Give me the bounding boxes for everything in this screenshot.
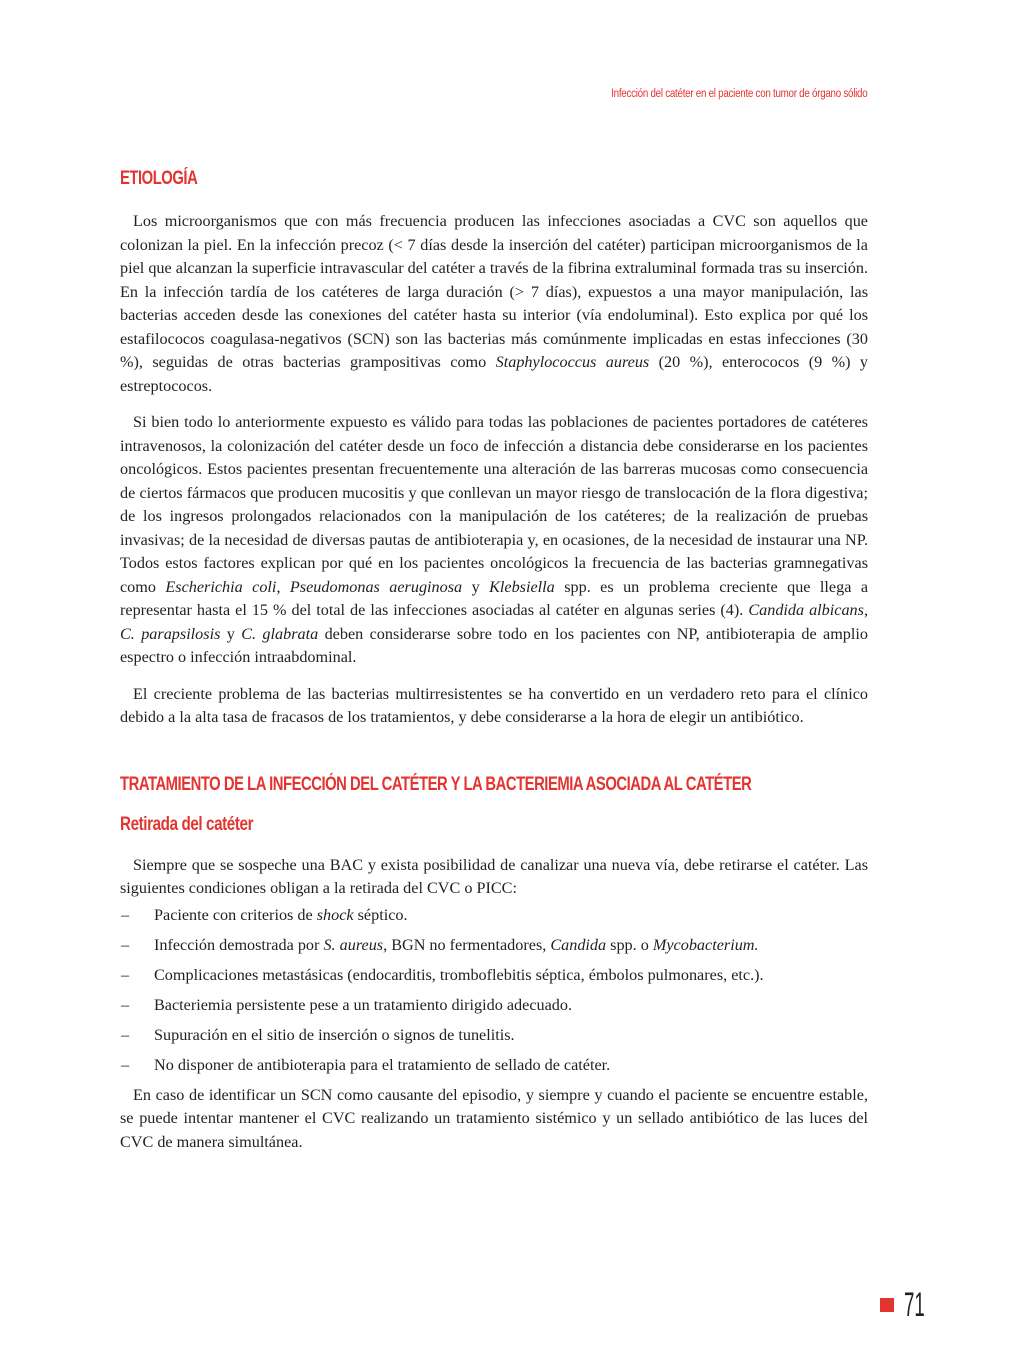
section-heading-etiologia: ETIOLOGÍA — [120, 168, 198, 189]
paragraph: Si bien todo lo anteriormente expuesto es válido para todas las poblaciones de pacientes portadores de catéteres intravenosos, la colonización del catéter desde un foco de infección a distancia debe considerarse en los pacientes oncológicos. Estos pacientes presentan frecuentemente una alteración de las barreras mucosas como consecuencia de ciertos fármacos que producen mucositis y que conllevan un mayor riesgo de translocación de la flora digestiva; de los ingresos prolongados relacionados con la manipulación de los catéteres; de la realización de pruebas invasivas; de la necesidad de diversas pautas de antibioterapia y, en ocasiones, de la necesidad de instaurar una NP. Todos estos factores explican por qué en los pacientes oncológicos la frecuencia de las bacterias gramnegativas como Escherichia coli, Pseudomonas aeruginosa y Klebsiella spp. es un problema creciente que llega a representar hasta el 15 % del total de las infecciones asociadas al catéter en algunas series (4). Candida albicans, C. parapsilosis y C. glabrata deben considerarse sobre todo en los pacientes con NP, antibioterapia de amplio espectro o infección intraabdominal. — [120, 413, 869, 666]
list-item — [120, 904, 868, 928]
list-item — [120, 1054, 868, 1078]
paragraph: En caso de identificar un SCN como causante del episodio, y siempre y cuando el paciente se encuentre estable, se puede intentar mantener el CVC realizando un tratamiento sistémico y un sellado antibiótico de las luces del CVC de manera simultánea. — [120, 1085, 868, 1151]
page-number — [880, 1288, 926, 1322]
page-marker-square — [880, 1298, 894, 1312]
list-item — [120, 934, 868, 958]
running-header: Infección del catéter en el paciente con tumor de órgano sólido — [610, 88, 867, 100]
list-item-text: Supuración en el sitio de inserción o signos de tunelitis. — [154, 1025, 515, 1044]
list-dash: – — [121, 995, 130, 1014]
page-number-text: 71 — [904, 1286, 925, 1324]
paragraph: Los microorganismos que con más frecuencia producen las infecciones asociadas a CVC son aquellos que colonizan la piel. En la infección precoz (< 7 días desde la inserción del catéter) participan microorganismos de la piel que alcanzan la superficie intravascular del catéter a través de la fibrina extraluminal formada tras su inserción. En la infección tardía de los catéteres de larga duración (> 7 días), expuestos a una mayor manipulación, las bacterias acceden desde las conexiones del catéter hasta su interior (vía endoluminal). Esto explica por qué los estafilococos coagulasa-negativos (SCN) son las bacterias más comúnmente implicadas en estas infecciones (30 %), seguidas de otras bacterias grampositivas como Staphylococcus aureus (20 %), enterococos (9 %) y estreptococos. — [120, 212, 868, 395]
section-heading-tratamiento: TRATAMIENTO DE LA INFECCIÓN DEL CATÉTER Y LA BACTERIEMIA ASOCIADA AL CATÉTER — [120, 773, 752, 795]
subsection-heading: Retirada del catéter — [120, 813, 254, 835]
list-item-text: Infección demostrada por S. aureus, BGN no fermentadores, Candida spp. o Mycobacterium. — [154, 935, 759, 954]
list-dash: – — [121, 1055, 130, 1074]
list-item-text: Bacteriemia persistente pese a un tratamiento dirigido adecuado. — [154, 995, 573, 1014]
list-dash: – — [121, 935, 130, 954]
conditions-list — [120, 904, 868, 1078]
list-item-text: Complicaciones metastásicas (endocarditis, tromboflebitis séptica, émbolos pulmonares, etc.). — [154, 965, 764, 984]
paragraph: El creciente problema de las bacterias multirresistentes se ha convertido en un verdadero reto para el clínico debido a la alta tasa de fracasos de los tratamientos, y debe considerarse a la hora de elegir un antibiótico. — [120, 684, 868, 726]
paragraph: Siempre que se sospeche una BAC y exista posibilidad de canalizar una nueva vía, debe retirarse el catéter. Las siguientes condiciones obligan a la retirada del CVC o PICC: — [120, 855, 868, 897]
list-dash: – — [121, 905, 130, 924]
list-dash: – — [121, 1025, 130, 1044]
page-content — [120, 168, 868, 1154]
list-item — [120, 1024, 868, 1048]
list-dash: – — [121, 965, 130, 984]
list-item — [120, 964, 868, 988]
list-item-text: Paciente con criterios de shock séptico. — [154, 905, 408, 924]
list-item-text: No disponer de antibioterapia para el tratamiento de sellado de catéter. — [154, 1055, 611, 1074]
list-item — [120, 994, 868, 1018]
